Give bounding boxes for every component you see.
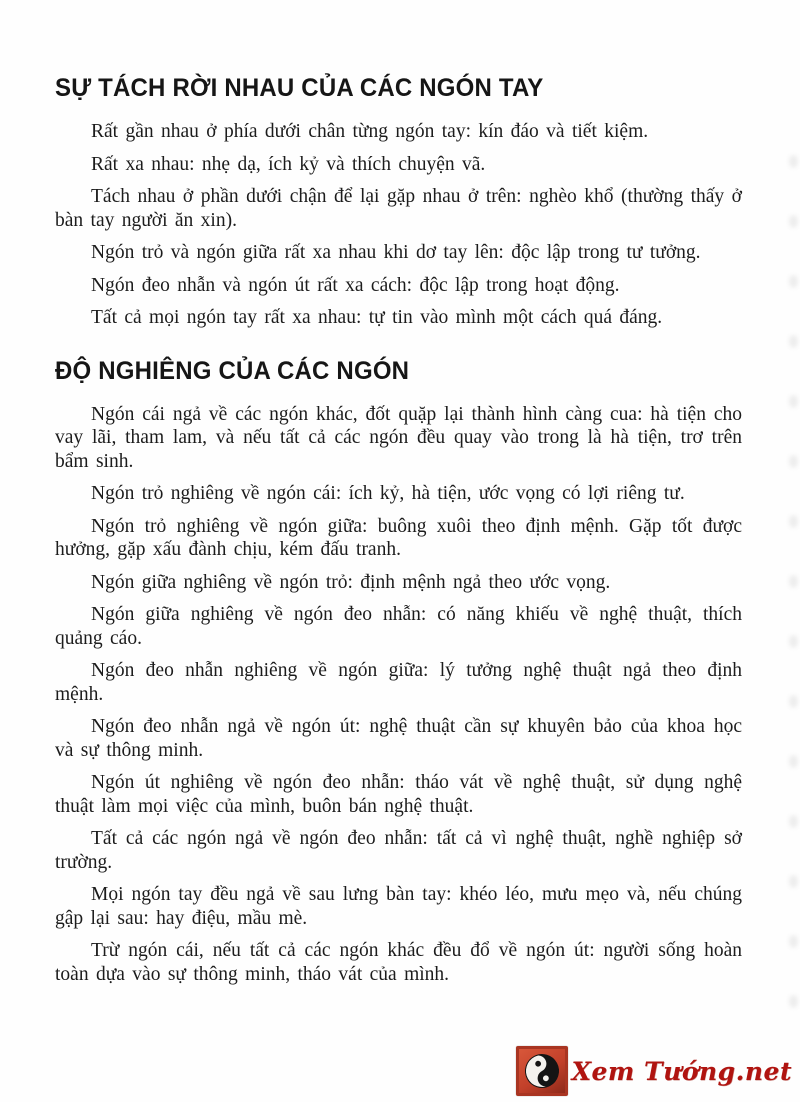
- paragraph: Tất cả mọi ngón tay rất xa nhau: tự tin vào mình một cách quá đáng.: [91, 307, 663, 328]
- yin-yang-icon: [516, 1046, 568, 1096]
- section-heading: ĐỘ NGHIÊNG CỦA CÁC NGÓN: [55, 356, 410, 385]
- paragraph: Ngón trỏ nghiêng về ngón cái: ích kỷ, hà tiện, ước vọng có lợi riêng tư.: [91, 483, 685, 504]
- scan-artifact: [789, 875, 798, 888]
- scan-artifact: [789, 395, 798, 408]
- scan-artifact: [789, 995, 798, 1008]
- scan-artifact: [789, 155, 798, 168]
- scan-artifact: [789, 815, 798, 828]
- scan-artifact: [789, 455, 798, 468]
- paragraph: Ngón giữa nghiêng về ngón đeo nhẫn: có năng khiếu về nghệ thuật, thích quảng cáo.: [55, 604, 742, 649]
- paragraph: Mọi ngón tay đều ngả về sau lưng bàn tay: khéo léo, mưu mẹo và, nếu chúng gập lại sau: hay điệu, mầu mè.: [55, 884, 742, 929]
- scan-artifact: [789, 215, 798, 228]
- paragraph: Tách nhau ở phần dưới chận để lại gặp nhau ở trên: nghèo khổ (thường thấy ở bàn tay người ăn xin).: [55, 186, 742, 231]
- scan-artifact: [789, 275, 798, 288]
- scan-artifact: [789, 935, 798, 948]
- paragraph: Ngón trỏ nghiêng về ngón giữa: buông xuôi theo định mệnh. Gặp tốt được hưởng, gặp xấu đành chịu, kém đấu tranh.: [55, 515, 742, 560]
- xemtuong-watermark[interactable]: [516, 1046, 792, 1096]
- paragraph: Ngón giữa nghiêng về ngón trỏ: định mệnh ngả theo ước vọng.: [91, 571, 611, 593]
- paragraph: Ngón đeo nhẫn nghiêng về ngón giữa: lý tưởng nghệ thuật ngả theo định mệnh.: [55, 660, 742, 705]
- paragraph: Rất xa nhau: nhẹ dạ, ích kỷ và thích chuyện vã.: [91, 153, 486, 175]
- paragraph: Ngón cái ngả về các ngón khác, đốt quặp lại thành hình càng cua: hà tiện cho vay lãi, tham lam, và nếu tất cả các ngón đều quay vào trong là hà tiện, trơ trên bẩm sinh.: [55, 403, 742, 472]
- scan-artifact: [789, 755, 798, 768]
- paragraph: Rất gần nhau ở phía dưới chân từng ngón tay: kín đáo và tiết kiệm.: [91, 121, 649, 142]
- paragraph: Ngón đeo nhẫn và ngón út rất xa cách: độc lập trong hoạt động.: [91, 274, 620, 296]
- scan-artifact: [789, 695, 798, 708]
- paragraph: Ngón trỏ và ngón giữa rất xa nhau khi dơ tay lên: độc lập trong tư tưởng.: [91, 242, 701, 263]
- scan-artifact: [789, 335, 798, 348]
- scan-artifact: [789, 635, 798, 648]
- scan-artifact: [789, 575, 798, 588]
- paragraph: Ngón út nghiêng về ngón đeo nhẫn: tháo vát về nghệ thuật, sử dụng nghệ thuật làm mọi việc của mình, buôn bán nghệ thuật.: [55, 772, 742, 817]
- paragraph: Ngón đeo nhẫn ngả về ngón út: nghệ thuật cần sự khuyên bảo của khoa học và sự thông minh.: [55, 716, 742, 761]
- section-heading: SỰ TÁCH RỜI NHAU CỦA CÁC NGÓN TAY: [55, 74, 544, 102]
- scan-artifact: [789, 515, 798, 528]
- paragraph: Trừ ngón cái, nếu tất cả các ngón khác đều đổ về ngón út: người sống hoàn toàn dựa vào sự thông minh, tháo vát của mình.: [55, 940, 742, 985]
- page-content: [55, 73, 742, 995]
- paragraph: Tất cả các ngón ngả về ngón đeo nhẫn: tất cả vì nghệ thuật, nghề nghiệp sở trường.: [55, 828, 742, 873]
- watermark-text: Xem Tướng.net: [571, 1056, 792, 1086]
